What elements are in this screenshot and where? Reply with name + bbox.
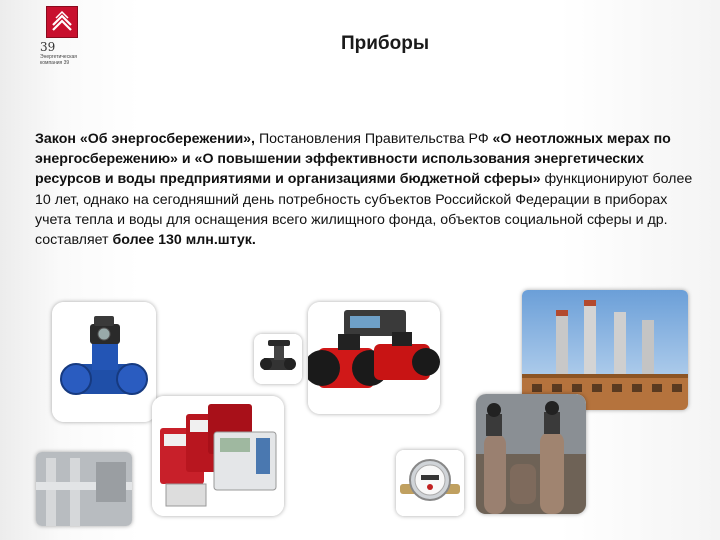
industrial-chimneys-photo: [522, 290, 688, 410]
paragraph-quantity: более 130 млн.штук.: [112, 232, 256, 249]
small-valve-photo: [254, 334, 302, 384]
pipe-installation-photo: [36, 452, 132, 526]
heating-pipes-valves-photo: [476, 394, 586, 514]
heat-meter-calculators-photo: [152, 396, 284, 516]
paragraph-text-1: Постановления Правительства РФ: [255, 131, 493, 147]
logo-caption-line2: компания 39: [40, 60, 70, 66]
slide-title: Приборы: [340, 33, 430, 54]
logo-number: 39: [40, 40, 56, 54]
slide-paragraph: [35, 129, 695, 250]
paragraph-law-title: Закон «Об энергосбережении»,: [35, 131, 255, 147]
paragraph-decree-titles: «О неотложных мерах по энергосбережению» и «О повышении эффективности использования энергетических ресурсов и воды предприятиями и организациями бюджетной сферы»: [35, 131, 671, 188]
domestic-water-meter-photo: [396, 450, 464, 516]
paragraph-text-2: функционируют более 10 лет, однако на сегодняшний день потребность субъектов Российской Федерации в приборах учета тепла и воды для оснащения всего жилищного фонда, объектов социальной сферы и др. составляет: [35, 171, 693, 249]
blue-water-meter-photo: [52, 302, 156, 422]
red-electromagnetic-flowmeter-photo: [308, 302, 440, 414]
logo-caption-line1: Энергетическая: [40, 54, 77, 60]
